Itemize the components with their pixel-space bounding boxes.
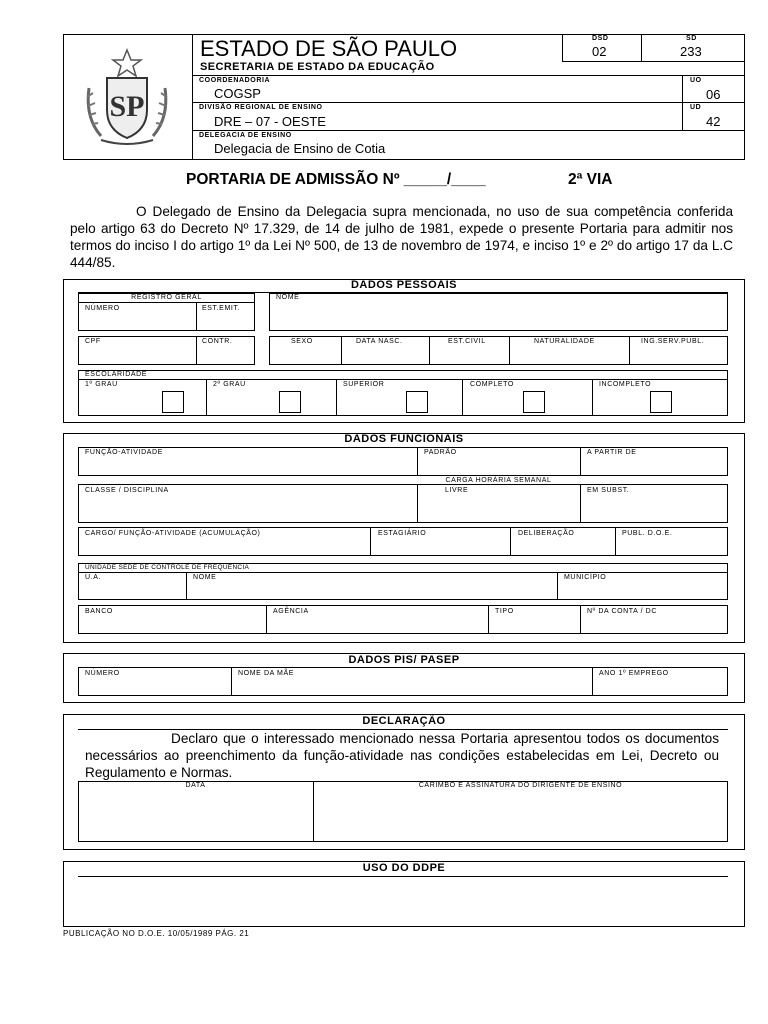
livre-label: LIVRE <box>445 487 469 494</box>
nome-mae-label: NOME DA MÃE <box>238 670 294 677</box>
banco-label: BANCO <box>85 608 113 615</box>
fr3-div3 <box>615 527 616 556</box>
sexo-label: SEXO <box>291 338 313 345</box>
br-div1 <box>266 605 267 634</box>
data-label: DATA <box>185 782 206 789</box>
fr2-div2 <box>580 484 581 523</box>
via-label: 2ª VIA <box>568 171 613 188</box>
est-civil-label: EST.CIVIL <box>448 338 486 345</box>
br-div2 <box>488 605 489 634</box>
superior-label: SUPERIOR <box>343 381 385 388</box>
ing-serv-publ-label: ING.SERV.PUBL. <box>641 338 705 345</box>
coordenadoria-value: COGSP <box>214 86 261 101</box>
naturalidade-label: NATURALIDADE <box>534 338 595 345</box>
uo-value: 06 <box>706 87 721 102</box>
seal-text: SP <box>109 90 145 123</box>
grau2-checkbox[interactable] <box>279 391 301 413</box>
row2-div1 <box>341 336 342 365</box>
sd-label: SD <box>686 35 697 42</box>
escolaridade-inner-line <box>78 379 728 380</box>
unidade-nome-label: NOME <box>193 574 217 581</box>
contr-label: CONTR. <box>202 338 233 345</box>
uo-label: UO <box>690 77 702 84</box>
pis-numero-label: NÚMERO <box>85 670 120 677</box>
state-title: ESTADO DE SÃO PAULO <box>200 36 458 61</box>
numero-label: NÚMERO <box>85 305 120 312</box>
fr3-div1 <box>370 527 371 556</box>
grau1-checkbox[interactable] <box>162 391 184 413</box>
unidade-sede-label: UNIDADE SEDE DE CONTROLE DE FREQUÊNCIA <box>85 564 250 571</box>
funcionais-row2 <box>78 484 728 523</box>
esc-div3 <box>462 379 463 416</box>
delegacia-value: Delegacia de Ensino de Cotia <box>214 141 386 156</box>
declaracao-title: DECLARAÇÃO <box>362 715 446 727</box>
a-partir-de-label: A PARTIR DE <box>587 449 637 456</box>
nome-field[interactable] <box>269 293 728 331</box>
fr2-div1 <box>417 484 418 523</box>
esc-div4 <box>592 379 593 416</box>
cpf-label: CPF <box>85 338 101 345</box>
cpf-divider <box>196 336 197 365</box>
tipo-label: TIPO <box>495 608 514 615</box>
row2-div2 <box>429 336 430 365</box>
publ-doe-label: PUBL. D.O.E. <box>622 530 673 537</box>
funcao-atividade-label: FUNÇÃO-ATIVIDADE <box>85 449 163 456</box>
coordenadoria-label: COORDENADORIA <box>199 77 271 84</box>
divisao-label: DIVISÃO REGIONAL DE ENSINO <box>199 104 323 111</box>
fr1-div2 <box>580 447 581 476</box>
agencia-label: AGÊNCIA <box>273 608 309 615</box>
sd-value: 233 <box>680 44 702 59</box>
us-div1 <box>186 572 187 600</box>
dsd-label: DSD <box>592 35 609 42</box>
nome-label: NOME <box>276 294 300 301</box>
est-emit-label: EST.EMIT. <box>202 305 241 312</box>
unidade-sede-inner-line <box>78 572 728 573</box>
completo-label: COMPLETO <box>470 381 514 388</box>
pis-div1 <box>231 667 232 696</box>
declaracao-text: Declaro que o interessado mencionado nessa Portaria apresentou todos os documentos necessários ao preenchimento da função-atividade nas condições estabelecidas em Lei, Decreto ou Regulamento e Normas. <box>85 731 719 780</box>
ano-emprego-label: ANO 1º EMPREGO <box>599 670 669 677</box>
row2-div4 <box>629 336 630 365</box>
esc-div2 <box>336 379 337 416</box>
estagiario-label: ESTAGIÁRIO <box>378 530 427 537</box>
dados-funcionais-title: DADOS FUNCIONAIS <box>344 433 464 445</box>
grau1-label: 1º GRAU <box>85 381 118 388</box>
completo-checkbox[interactable] <box>523 391 545 413</box>
assinatura-row <box>78 781 728 842</box>
footer-publicacao: PUBLICAÇÃO NO D.O.E. 10/05/1989 PÁG. 21 <box>63 929 250 938</box>
portaria-title: PORTARIA DE ADMISSÃO Nº _____/____ <box>186 171 486 188</box>
fr3-div2 <box>510 527 511 556</box>
pis-div2 <box>592 667 593 696</box>
classe-disciplina-label: CLASSE / DISCIPLINA <box>85 487 169 494</box>
grau2-label: 2º GRAU <box>213 381 246 388</box>
deliberacao-label: DELIBERAÇÃO <box>518 530 575 537</box>
br-div3 <box>580 605 581 634</box>
conta-label: Nº DA CONTA / DC <box>587 608 657 615</box>
incompleto-checkbox[interactable] <box>650 391 672 413</box>
us-div2 <box>557 572 558 600</box>
seal-cell <box>63 34 193 160</box>
esc-div1 <box>206 379 207 416</box>
row2-div3 <box>509 336 510 365</box>
sao-paulo-seal-icon <box>81 48 173 148</box>
carimbo-label: CARIMBO E ASSINATURA DO DIRIGENTE DE ENSINO <box>418 782 623 789</box>
rg-divider <box>196 302 197 331</box>
intro-paragraph: O Delegado de Ensino da Delegacia supra mencionada, no uso de sua competência conferida pelo artigo 63 do Decreto Nº 17.329, de 14 de julho de 1981, expede o presente Portaria para admitir nos termos do inciso I do artigo 1º da Lei Nº 500, de 13 de novembro de 1974, e inciso 1º e 2º do artigo 17 da L.C 444/85. <box>70 204 733 270</box>
em-subst-label: EM SUBST. <box>587 487 630 494</box>
assinatura-div <box>313 781 314 842</box>
carga-horaria-label: CARGA HORÁRIA SEMANAL <box>445 477 552 484</box>
data-nasc-label: DATA NASC. <box>356 338 403 345</box>
dados-pessoais-title: DADOS PESSOAIS <box>350 279 458 291</box>
incompleto-label: INCOMPLETO <box>599 381 652 388</box>
delegacia-label: DELEGACIA DE ENSINO <box>199 132 292 139</box>
ua-label: U.A. <box>85 574 102 581</box>
divisao-value: DRE – 07 - OESTE <box>214 114 326 129</box>
fr1-div1 <box>417 447 418 476</box>
registro-geral-label: REGISTRO GERAL <box>131 294 202 301</box>
ud-label: UD <box>690 104 702 111</box>
escolaridade-label: ESCOLARIDADE <box>85 371 148 378</box>
coordenadoria-row <box>193 75 745 103</box>
cargo-acumulacao-label: CARGO/ FUNÇÃO-ATIVIDADE (ACUMULAÇÃO) <box>85 530 261 537</box>
superior-checkbox[interactable] <box>406 391 428 413</box>
uso-ddpe-rule <box>78 876 728 877</box>
uso-ddpe-title: USO DO DDPE <box>362 862 446 874</box>
dsd-value: 02 <box>592 44 607 59</box>
dados-pis-title: DADOS PIS/ PASEP <box>348 654 460 666</box>
secretaria-title: SECRETARIA DE ESTADO DA EDUCAÇÃO <box>200 61 435 73</box>
municipio-label: MUNICÍPIO <box>564 574 607 581</box>
uo-ud-divider <box>682 75 683 131</box>
ud-value: 42 <box>706 114 721 129</box>
rg-inner-line <box>78 302 255 303</box>
padrao-label: PADRÃO <box>424 449 457 456</box>
